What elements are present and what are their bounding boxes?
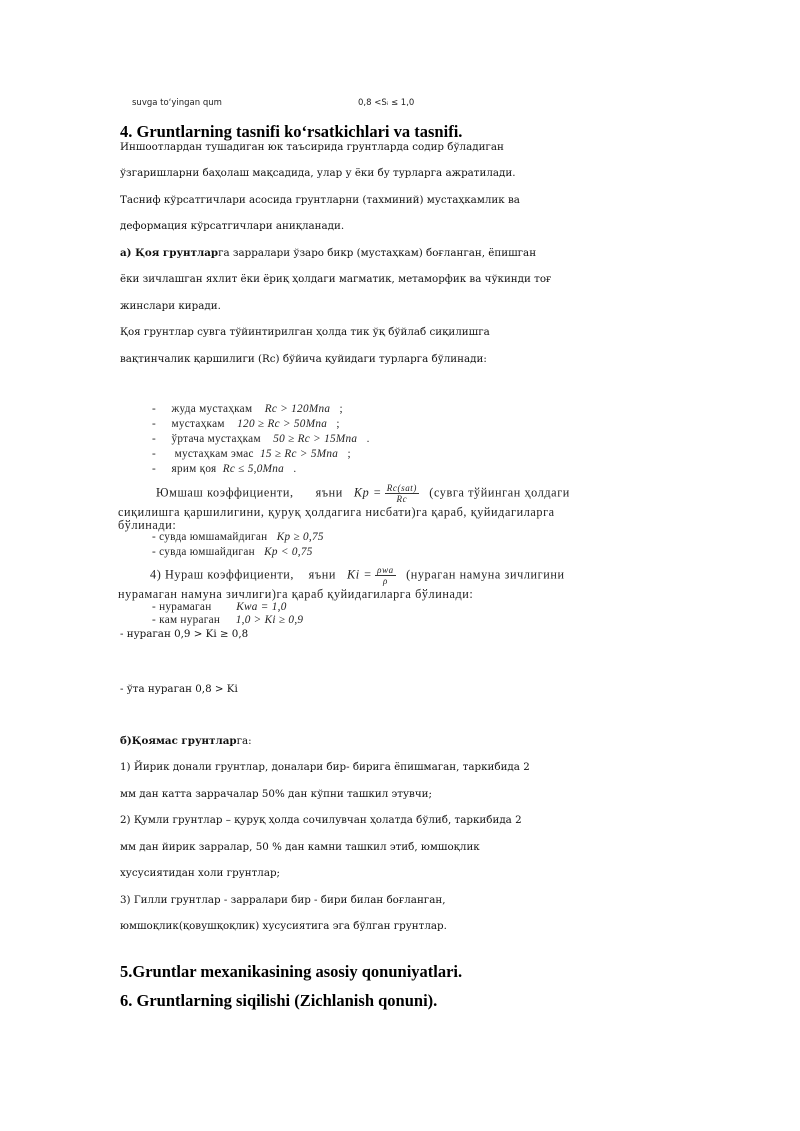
strength-item-end: . — [293, 463, 297, 475]
bullet: - — [152, 418, 172, 430]
top-note-label: suvga to‘yingan qum — [132, 98, 222, 108]
paragraph-line: ёки зичлашган яхлит ёки ёриқ ҳолдаги магматик, метаморфик ва чўкинди тоғ — [120, 273, 552, 285]
paragraph-line-a — [120, 247, 536, 259]
weathering-formula-lhs: Ki = — [346, 567, 373, 582]
strength-item-end: . — [366, 433, 370, 445]
weathering-item — [152, 614, 303, 626]
highly-weathered-line: - ўта нураган 0,8 > Ki — [120, 683, 238, 695]
strength-item-formula: 120 ≥ Rс > 50Мпа — [237, 418, 328, 430]
softening-item-text: сувда юмшайдиган — [159, 546, 255, 558]
rock-soils-rest: га зарралари ўзаро бикр (мустаҳкам) боғланган, ёпишган — [218, 247, 537, 259]
paragraph-line: Тасниф кўрсатгичлари асосида грунтларни (тахминий) мустаҳкамлик ва — [120, 194, 520, 206]
paragraph-line: ўзгаришларни баҳолаш мақсадида, улар у ёки бу турларга ажратилади. — [120, 167, 516, 179]
section-6-heading: 6. Gruntlarning siqilishi (Zichlanish qonuni). — [120, 991, 438, 1010]
softening-line-3: бўлинади: — [118, 518, 177, 532]
weathered-line: - нураган 0,9 > Ki ≥ 0,8 — [120, 628, 249, 640]
non-rock-rest: га: — [236, 735, 252, 747]
paragraph-line: 1) Йирик донали грунтлар, доналари бир- бирига ёпишмаган, таркибида 2 — [120, 761, 530, 773]
section-4-heading: 4. Gruntlarning tasnifi ko‘rsatkichlari va tasnifi. — [120, 122, 463, 141]
fraction-numerator: ρwa — [377, 565, 394, 575]
strength-item-end: ; — [339, 403, 343, 415]
strength-item-text: жуда мустаҳкам — [171, 403, 253, 415]
strength-item — [152, 448, 351, 460]
paragraph-line: 2) Қумли грунтлар – қуруқ ҳолда сочилувчан ҳолатда бўлиб, таркибида 2 — [120, 814, 522, 826]
softening-tail: (сувга тўйинган ҳолдаги — [429, 485, 570, 500]
strength-item-formula: 15 ≥ Rс > 5Мпа — [259, 448, 339, 460]
softening-formula-lhs: Kр = — [353, 485, 382, 500]
bullet: - — [152, 546, 160, 558]
strength-item — [152, 433, 370, 445]
rock-soils-term: а) Қоя грунтлар — [120, 247, 219, 259]
non-rock-term: б)Қоямас грунтлар — [120, 735, 237, 747]
softening-yani: яъни — [315, 485, 343, 500]
strength-item-text: ўртача мустаҳкам — [171, 433, 261, 445]
weathering-item-formula: 1,0 > Ki ≥ 0,9 — [235, 614, 304, 626]
bullet: - — [152, 448, 175, 460]
paragraph-line: хусусиятидан холи грунтлар; — [120, 867, 281, 879]
bullet: - — [152, 433, 172, 445]
softening-item-formula: Kр < 0,75 — [264, 546, 313, 558]
weathering-line-2: нурамаган намуна зичлиги)га қараб қуйидагиларга бўлинади: — [118, 587, 474, 601]
strength-item — [152, 463, 296, 475]
strength-item — [152, 403, 343, 415]
fraction-denominator: Rс — [396, 494, 408, 504]
bullet: - — [152, 403, 172, 415]
top-note-value: 0,8 <Sᵢ ≤ 1,0 — [358, 98, 415, 108]
fraction-denominator: ρ — [383, 576, 388, 586]
softening-line-2: сиқилишга қаршилигини, қуруқ ҳолдагига нисбати)га қараб, қуйидагиларга — [118, 505, 555, 519]
paragraph-line: юмшоқлик(қовушқоқлик) хусусиятига эга бўлган грунтлар. — [120, 920, 447, 932]
strength-item-formula: 50 ≥ Rс > 15Мпа — [273, 433, 358, 445]
weathering-item-formula: Kwa = 1,0 — [236, 601, 287, 613]
bullet: - — [152, 463, 172, 475]
non-rock-heading — [120, 735, 252, 747]
strength-item-text: мустаҳкам — [171, 418, 225, 430]
softening-line-1 — [156, 483, 570, 504]
paragraph-line: вақтинчалик қаршилиги (Rc) бўйича қуйидаги турларга бўлинади: — [120, 353, 487, 365]
weathering-item — [152, 601, 287, 613]
paragraph-line: деформация кўрсатгичлари аниқланади. — [120, 220, 345, 232]
strength-item-text: мустаҳкам эмас — [174, 448, 254, 460]
softening-item — [152, 546, 313, 558]
strength-item-formula: Rс ≤ 5,0Мпа — [222, 463, 285, 475]
weathering-item-text: кам нураган — [159, 614, 221, 626]
weathering-fraction — [375, 565, 396, 586]
strength-item-text: ярим қоя — [171, 463, 217, 475]
weathering-yani: яъни — [308, 567, 337, 582]
paragraph-line: жинслари киради. — [120, 300, 221, 312]
paragraph-line: Иншоотлардан тушадиган юк таъсирида грунтларда содир бўладиган — [120, 141, 504, 153]
fraction-numerator: Rс(sat) — [386, 483, 417, 493]
paragraph-line: 3) Гилли грунтлар - зарралари бир - бири билан боғланган, — [120, 894, 446, 906]
softening-item-text: сувда юмшамайдиган — [159, 531, 268, 543]
paragraph-line: мм дан йирик зарралар, 50 % дан камни ташкил этиб, юмшоқлик — [120, 841, 480, 853]
weathering-item-text: нурамаган — [159, 601, 212, 613]
bullet: - — [152, 601, 160, 613]
strength-item — [152, 418, 340, 430]
strength-item-formula: Rс > 120Мпа — [264, 403, 331, 415]
strength-item-end: ; — [336, 418, 340, 430]
weathering-line-1 — [150, 565, 565, 586]
paragraph-line: Қоя грунтлар сувга тўйинтирилган ҳолда тик ўқ бўйлаб сиқилишга — [120, 326, 490, 338]
weathering-label: 4) Нураш коэффициенти, — [150, 567, 295, 582]
bullet: - — [152, 614, 160, 626]
bullet: - — [152, 531, 160, 543]
softening-item — [152, 531, 324, 543]
softening-label: Юмшаш коэффициенти, — [156, 485, 294, 500]
softening-fraction — [385, 483, 419, 504]
strength-item-end: ; — [347, 448, 351, 460]
softening-item-formula: Kр ≥ 0,75 — [276, 531, 324, 543]
section-5-heading: 5.Gruntlar mexanikasining asosiy qonuniyatlari. — [120, 962, 463, 981]
weathering-tail: (нураган намуна зичлигини — [406, 567, 565, 582]
paragraph-line: мм дан катта заррачалар 50% дан кўпни ташкил этувчи; — [120, 788, 432, 800]
